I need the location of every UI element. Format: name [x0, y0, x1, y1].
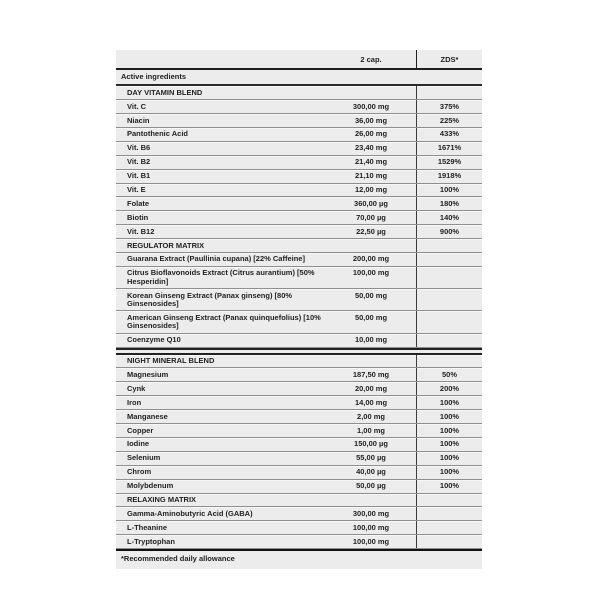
- ingredient-name: Gamma-Aminobutyric Acid (GABA): [127, 508, 253, 518]
- ingredient-row: [116, 211, 482, 225]
- footnote: *Recommended daily allowance: [121, 554, 235, 564]
- section-amount-spacer: [326, 86, 416, 91]
- ingredient-rda: 100%: [416, 466, 482, 479]
- ingredient-amount: 300,00 mg: [352, 101, 390, 111]
- ingredient-name: Guarana Extract (Paullinia cupana) [22% Caffeine]: [127, 254, 305, 264]
- ingredient-name: Copper: [127, 425, 154, 435]
- ingredient-amount: 14,00 mg: [354, 397, 388, 407]
- ingredient-name: L-Tryptophan: [127, 536, 175, 546]
- ingredient-amount: 23,40 mg: [354, 143, 388, 153]
- ingredient-name: Vit. B12: [127, 226, 155, 236]
- section-title-row: [116, 86, 482, 100]
- ingredient-row: [116, 396, 482, 410]
- active-ingredients-row: [116, 70, 482, 86]
- ingredient-name: Korean Ginseng Extract (Panax ginseng) [80% Ginsenosides]: [127, 290, 293, 309]
- ingredient-rda: [416, 334, 482, 347]
- section-title-row: [116, 494, 482, 508]
- ingredient-amount: 21,10 mg: [354, 171, 388, 181]
- table-header-row: [116, 50, 482, 70]
- ingredient-amount: 150,00 µg: [354, 439, 388, 449]
- ingredient-rda: [416, 507, 482, 520]
- ingredient-row: [116, 535, 482, 549]
- ingredient-amount: 12,00 mg: [354, 185, 388, 195]
- ingredient-rda: 900%: [416, 225, 482, 238]
- ingredient-name: Chrom: [127, 467, 152, 477]
- ingredient-amount: 20,00 mg: [354, 383, 388, 393]
- ingredient-amount: 100,00 mg: [352, 522, 390, 532]
- ingredient-row: [116, 507, 482, 521]
- ingredient-row: [116, 100, 482, 114]
- ingredient-name: American Ginseng Extract (Panax quinquefolius) [10% Ginsenosides]: [127, 312, 321, 331]
- ingredient-name: Manganese: [127, 411, 168, 421]
- ingredient-name: Vit. E: [127, 185, 146, 195]
- ingredient-rda: 375%: [416, 100, 482, 113]
- ingredient-row: [116, 334, 482, 348]
- ingredient-name: Cynk: [127, 383, 146, 393]
- ingredient-amount: 50,00 mg: [354, 312, 388, 322]
- ingredient-amount: 100,00 mg: [352, 536, 390, 546]
- ingredient-amount: 50,00 mg: [354, 290, 388, 300]
- ingredient-row: [116, 382, 482, 396]
- ingredient-row: [116, 480, 482, 494]
- ingredient-amount: 40,00 µg: [356, 467, 386, 477]
- section-double-divider: [116, 348, 482, 355]
- ingredient-name: Vit. B6: [127, 143, 151, 153]
- ingredient-name: Folate: [127, 198, 150, 208]
- ingredient-name: Niacin: [127, 115, 150, 125]
- ingredient-rda: 50%: [416, 368, 482, 381]
- ingredient-amount: 2,00 mg: [357, 411, 385, 421]
- ingredient-row: [116, 424, 482, 438]
- ingredient-row: [116, 253, 482, 267]
- ingredient-row: [116, 289, 482, 311]
- ingredient-row: [116, 438, 482, 452]
- ingredient-amount: 22,50 µg: [356, 226, 386, 236]
- section-rda-spacer: [416, 355, 482, 368]
- ingredient-rda: 100%: [416, 452, 482, 465]
- ingredient-row: [116, 267, 482, 289]
- ingredient-rda: 100%: [416, 424, 482, 437]
- ingredient-rda: [416, 521, 482, 534]
- ingredient-rda: [416, 253, 482, 266]
- ingredient-rda: 1918%: [416, 170, 482, 183]
- ingredient-rda: [416, 267, 482, 288]
- ingredient-row: [116, 128, 482, 142]
- ingredient-amount: 26,00 mg: [354, 129, 388, 139]
- section-amount-spacer: [326, 494, 416, 499]
- section-title-row: [116, 355, 482, 369]
- ingredient-amount: 1,00 mg: [357, 425, 385, 435]
- ingredient-row: [116, 184, 482, 198]
- ingredient-rda: 180%: [416, 197, 482, 210]
- ingredient-amount: 100,00 mg: [352, 268, 390, 278]
- ingredients-panel: [116, 50, 482, 569]
- ingredient-amount: 55,00 µg: [356, 453, 386, 463]
- ingredient-rda: 1671%: [416, 142, 482, 155]
- ingredient-rda: [416, 535, 482, 548]
- ingredient-rda: 140%: [416, 211, 482, 224]
- ingredient-name: L-Theanine: [127, 522, 168, 532]
- ingredients-table-body: [116, 86, 482, 549]
- section-title: DAY VITAMIN BLEND: [127, 87, 203, 97]
- ingredient-name: Biotin: [127, 212, 149, 222]
- ingredient-rda: 100%: [416, 438, 482, 451]
- ingredient-amount: 200,00 mg: [352, 254, 390, 264]
- section-title: NIGHT MINERAL BLEND: [127, 356, 215, 366]
- ingredient-rda: 100%: [416, 410, 482, 423]
- ingredient-rda: 1529%: [416, 156, 482, 169]
- ingredient-name: Selenium: [127, 453, 161, 463]
- column-header-amount: 2 cap.: [360, 55, 382, 64]
- ingredient-name: Magnesium: [127, 369, 169, 379]
- ingredient-rda: 100%: [416, 480, 482, 493]
- ingredient-rda: 225%: [416, 114, 482, 127]
- ingredient-name: Pantothenic Acid: [127, 129, 188, 139]
- ingredient-row: [116, 170, 482, 184]
- ingredient-row: [116, 114, 482, 128]
- ingredient-row: [116, 521, 482, 535]
- section-rda-spacer: [416, 494, 482, 507]
- ingredient-rda: 433%: [416, 128, 482, 141]
- section-amount-spacer: [326, 355, 416, 360]
- ingredient-amount: 10,00 mg: [354, 335, 388, 345]
- ingredient-name: Iodine: [127, 439, 150, 449]
- ingredient-rda: 100%: [416, 396, 482, 409]
- ingredient-name: Vit. B2: [127, 157, 151, 167]
- active-ingredients-label: Active ingredients: [121, 72, 187, 82]
- ingredient-rda: [416, 289, 482, 310]
- section-title: REGULATOR MATRIX: [127, 240, 205, 250]
- ingredient-row: [116, 225, 482, 239]
- ingredient-row: [116, 452, 482, 466]
- section-title: RELAXING MATRIX: [127, 495, 197, 504]
- ingredient-name: Vit. B1: [127, 171, 151, 181]
- section-amount-spacer: [326, 239, 416, 244]
- ingredient-amount: 300,00 mg: [352, 508, 390, 518]
- ingredient-row: [116, 156, 482, 170]
- column-header-rda: ZDS*: [416, 50, 482, 68]
- ingredient-name: Citrus Bioflavonoids Extract (Citrus aurantium) [50% Hesperidin]: [127, 268, 315, 286]
- ingredient-name: Molybdenum: [127, 481, 174, 491]
- section-rda-spacer: [416, 239, 482, 252]
- ingredient-amount: 187,50 mg: [352, 369, 390, 379]
- ingredient-row: [116, 142, 482, 156]
- ingredient-name: Iron: [127, 397, 142, 407]
- ingredient-row: [116, 197, 482, 211]
- ingredient-row: [116, 311, 482, 333]
- ingredient-rda: [416, 311, 482, 332]
- ingredient-amount: 36,00 mg: [354, 115, 388, 125]
- ingredient-name: Coenzyme Q10: [127, 335, 181, 345]
- ingredient-rda: 100%: [416, 184, 482, 197]
- section-rda-spacer: [416, 86, 482, 99]
- ingredient-amount: 50,00 µg: [356, 481, 386, 491]
- ingredient-row: [116, 410, 482, 424]
- ingredient-row: [116, 466, 482, 480]
- ingredient-amount: 360,00 µg: [354, 198, 388, 208]
- ingredient-amount: 70,00 µg: [356, 212, 386, 222]
- ingredient-row: [116, 368, 482, 382]
- ingredient-name: Vit. C: [127, 101, 147, 111]
- ingredient-rda: 200%: [416, 382, 482, 395]
- ingredient-amount: 21,40 mg: [354, 157, 388, 167]
- header-spacer: [116, 50, 326, 60]
- section-title-row: [116, 239, 482, 253]
